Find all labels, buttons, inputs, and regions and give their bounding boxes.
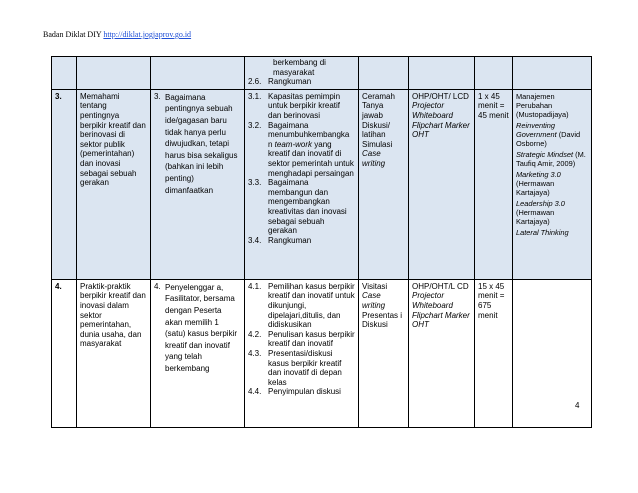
- method-item: Visitasi: [362, 281, 388, 291]
- material-num: 4.4.: [248, 387, 262, 397]
- material-num: 3.3.: [248, 178, 262, 188]
- table-row-continued: [52, 57, 592, 90]
- time-cell: 1 x 45 menit = 45 menit: [475, 89, 513, 279]
- refs-cell: [513, 89, 592, 279]
- material-cell: [245, 279, 359, 427]
- ref-item: Marketing 3.0 (Hermawan Kartajaya): [516, 169, 561, 197]
- material-text: Kapasitas pemimpin untuk berpikir kreatif dan berinovasi: [268, 91, 341, 120]
- time-cell: 15 x 45 menit = 675 menit: [475, 279, 513, 427]
- method-cell: [359, 279, 409, 427]
- ref-item: Lateral Thinking: [516, 227, 569, 237]
- media-text-italic: Projector Whiteboard Flipchart Marker OHT: [412, 291, 470, 330]
- header-link[interactable]: http://diklat.jogjaprov.go.id: [103, 30, 192, 39]
- indicator-text: Penyelenggar a, Fasilitator, bersama dengan Peserta akan memilih 1 (satu) kasus berpikir kreatif dan inovatif yang telah berkembang: [165, 282, 238, 373]
- header-org: Badan Diklat DIY: [43, 30, 102, 39]
- ref-item: Reinventing Government (David Osborne): [516, 120, 581, 148]
- cell-method: [359, 57, 409, 90]
- material-text: Penyimpulan diskusi: [268, 387, 341, 397]
- media-text: OHP/OHT/ LCD: [412, 91, 469, 101]
- media-text: OHP/OHT/L CD: [412, 281, 469, 291]
- media-cell: [409, 279, 475, 427]
- method-item: Case writing: [362, 291, 386, 310]
- material-num: 4.3.: [248, 348, 262, 358]
- topic-text: Praktik-praktik berpikir kreatif dan inovasi dalam sektor pemerintahan, dunia usaha, dan masyarakat: [77, 279, 151, 427]
- material-line: masyarakat: [273, 67, 315, 77]
- cell-media: [409, 57, 475, 90]
- refs-cell: [513, 279, 592, 427]
- ref-item: Strategic Mindset (M. Taufiq Amir, 2009): [516, 149, 586, 168]
- indicator-cell: [151, 89, 245, 279]
- material-num: 4.1.: [248, 281, 262, 291]
- page-header: [43, 30, 191, 39]
- cell-no: [52, 57, 77, 90]
- media-text-italic: Projector Whiteboard Flipchart Marker OHT: [412, 101, 470, 140]
- method-cell: [359, 89, 409, 279]
- method-item: latihan: [362, 130, 386, 140]
- row-number: 3.: [52, 89, 77, 279]
- method-item: Simulasi: [362, 139, 393, 149]
- material-cell: [245, 89, 359, 279]
- material-text: Rangkuman: [268, 235, 312, 245]
- material-text: Bagaimana membangun dan mengembangkan kreativitas dan inovasi sebagai sebuah gerakan: [268, 178, 347, 236]
- indicator-text: Bagaimana pentingnya sebuah ide/gagasan baru tidak hanya perlu diwujudkan, tetapi harus bisa sekaligus (bahkan ini lebih penting) dimanfaatkan: [165, 92, 238, 195]
- cell-refs: [513, 57, 592, 90]
- material-text: Rangkuman: [268, 77, 312, 87]
- topic-text: Memahami tentang pentingnya berpikir kreatif dan berinovasi di sektor publik (pemerintahan) dan inovasi sebagai sebuah gerakan: [77, 89, 151, 279]
- method-item: Tanya jawab: [362, 101, 384, 120]
- material-num: 4.2.: [248, 329, 262, 339]
- cell-topic: [77, 57, 151, 90]
- indicator-cell: [151, 279, 245, 427]
- method-item: Ceramah: [362, 91, 395, 101]
- row-number: 4.: [52, 279, 77, 427]
- media-cell: [409, 89, 475, 279]
- material-text: Pemilihan kasus berpikir kreatif dan inovatif untuk dikunjungi, dipelajari,ditulis, dan didiskusikan: [268, 281, 355, 330]
- syllabus-table: [51, 56, 592, 428]
- table-row: [52, 279, 592, 427]
- material-num: 3.1.: [248, 91, 262, 101]
- method-item: Case writing: [362, 149, 386, 168]
- table-row: [52, 89, 592, 279]
- cell-material: [245, 57, 359, 90]
- method-item: Presentas i Diskusi: [362, 310, 403, 330]
- material-num: 3.4.: [248, 235, 262, 245]
- indicator-num: 4.: [154, 281, 161, 291]
- page-number: 4: [575, 401, 580, 410]
- material-line: berkembang di: [273, 58, 326, 67]
- indicator-num: 3.: [154, 91, 161, 101]
- material-text: Presentasi/diskusi kasus berpikir kreatif dan inovatif di depan kelas: [268, 348, 342, 387]
- ref-item: Leadership 3.0 (Hermawan Kartajaya): [516, 198, 565, 226]
- material-num: 3.2.: [248, 120, 262, 130]
- method-item: Diskusi/: [362, 120, 391, 130]
- material-num: 2.6.: [248, 77, 262, 87]
- cell-indicator: [151, 57, 245, 90]
- material-text: Penulisan kasus berpikir kreatif dan inovatif: [268, 329, 355, 349]
- cell-time: [475, 57, 513, 90]
- ref-item: Manajemen Perubahan (Mustopadijaya): [516, 91, 569, 119]
- material-text: Bagaimana menumbuhkembangka n team-work yang kreatif dan inovatif di sektor pemerintah untuk menghadapi persaingan: [268, 120, 354, 178]
